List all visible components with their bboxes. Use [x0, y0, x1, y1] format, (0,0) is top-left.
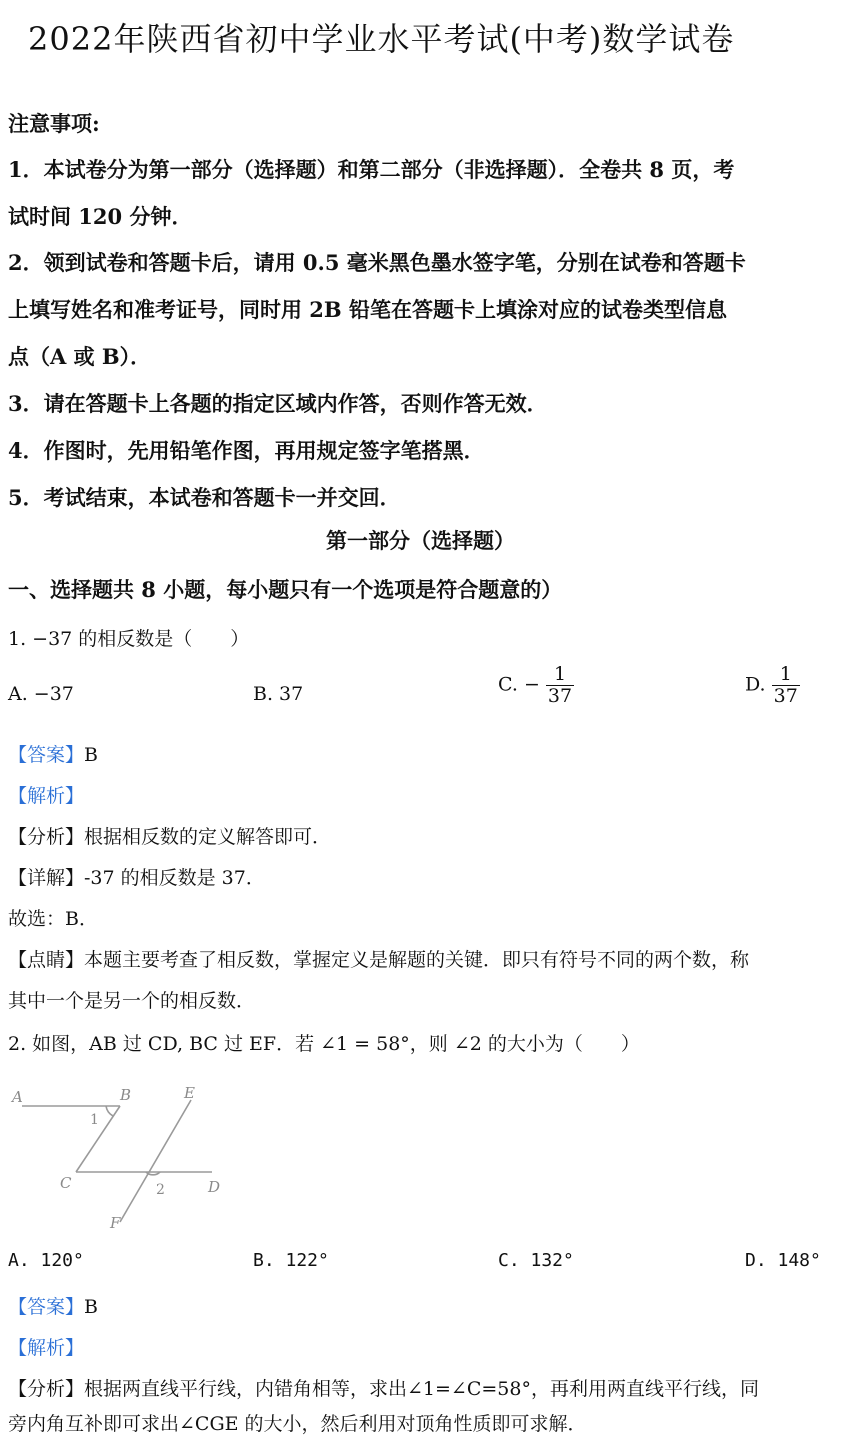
note-2-line-a: 2．领到试卷和答题卡后，请用 0.5 毫米黑色墨水签字笔，分别在试卷和答题卡 — [8, 250, 746, 275]
q1-answer-tag: 【答案】 — [8, 744, 85, 766]
q1-option-c-fraction — [546, 664, 574, 707]
q1-option-d-fraction — [772, 664, 800, 707]
q1-option-d-numerator: 1 — [772, 664, 800, 686]
fig-label-b: B — [120, 1086, 132, 1104]
q1-choice: 故选：B． — [8, 908, 98, 930]
q2-option-d: D. 148° — [745, 1250, 821, 1271]
note-1-line-a: 1．本试卷分为第一部分（选择题）和第二部分（非选择题）．全卷共 8 页，考 — [8, 157, 735, 182]
q2-option-c: C. 132° — [498, 1250, 574, 1271]
q1-dianjing-line-a: 【点睛】本题主要考查了相反数，掌握定义是解题的关键．即只有符号不同的两个数，称 — [8, 949, 750, 971]
q1-option-d-denominator: 37 — [773, 684, 798, 707]
q2-answer — [8, 1292, 98, 1319]
notes-heading: 注意事项: — [8, 111, 100, 136]
page-title: 2022年陕西省初中学业水平考试(中考)数学试卷 — [28, 20, 735, 58]
q1-option-c-denominator: 37 — [547, 684, 573, 707]
fig-label-f: F — [110, 1214, 121, 1232]
q1-dianjing-line-b: 其中一个是另一个的相反数． — [8, 990, 256, 1012]
q2-analysis-tag: 【解析】 — [8, 1337, 85, 1359]
note-5: 5．考试结束，本试卷和答题卡一并交回． — [8, 485, 401, 510]
q1-xiangjie: 【详解】-37 的相反数是 37． — [8, 867, 265, 889]
fig-label-angle-2: 2 — [156, 1182, 165, 1198]
q1-option-d-label: D. — [745, 673, 766, 696]
q2-fenxi-line-b: 旁内角互补即可求出∠CGE 的大小，然后利用对顶角性质即可求解． — [8, 1413, 587, 1435]
note-2-line-c: 点（A 或 B）． — [8, 344, 152, 369]
section-one-heading: 一、选择题共 8 小题，每小题只有一个选项是符合题意的） — [8, 577, 563, 602]
q1-answer — [8, 740, 98, 767]
note-3: 3．请在答题卡上各题的指定区域内作答，否则作答无效． — [8, 391, 548, 416]
q2-stem: 2. 如图，AB 过 CD, BC 过 EF．若 ∠1 = 58°，则 ∠2 的大小为（ ） — [8, 1033, 640, 1055]
q1-option-c-label: C. − — [498, 673, 540, 696]
q1-option-a: A. −37 — [8, 683, 74, 705]
note-4: 4．作图时，先用铅笔作图，再用规定签字笔搭黑． — [8, 438, 485, 463]
fig-label-angle-1: 1 — [90, 1112, 99, 1128]
q1-option-b: B. 37 — [253, 683, 304, 705]
q1-stem: 1. −37 的相反数是（ ） — [8, 628, 250, 650]
q1-option-c — [498, 664, 574, 707]
q2-option-b: B. 122° — [253, 1250, 329, 1271]
q2-option-a: A. 120° — [8, 1250, 84, 1271]
q1-answer-value: B — [84, 744, 98, 766]
q1-option-c-numerator: 1 — [546, 664, 574, 686]
q1-analysis-tag: 【解析】 — [8, 785, 85, 807]
note-1-line-b: 试时间 120 分钟． — [8, 204, 193, 229]
part-one-heading: 第一部分（选择题） — [326, 528, 515, 553]
angle-1-arc — [106, 1106, 113, 1116]
note-2-line-b: 上填写姓名和准考证号，同时用 2B 铅笔在答题卡上填涂对应的试卷类型信息 — [8, 297, 727, 322]
fig-label-d: D — [208, 1178, 221, 1196]
fig-label-e: E — [184, 1084, 195, 1102]
q2-answer-value: B — [84, 1296, 98, 1318]
q1-option-d — [745, 664, 800, 707]
fig-label-c: C — [60, 1174, 72, 1192]
fig-label-a: A — [12, 1088, 23, 1106]
q2-fenxi-line-a: 【分析】根据两直线平行线，内错角相等，求出∠1=∠C=58°，再利用两直线平行线，同 — [8, 1378, 759, 1400]
q2-figure — [10, 1082, 240, 1232]
q2-answer-tag: 【答案】 — [8, 1296, 85, 1318]
q1-fenxi: 【分析】根据相反数的定义解答即可． — [8, 826, 332, 848]
line-ef — [120, 1100, 191, 1222]
